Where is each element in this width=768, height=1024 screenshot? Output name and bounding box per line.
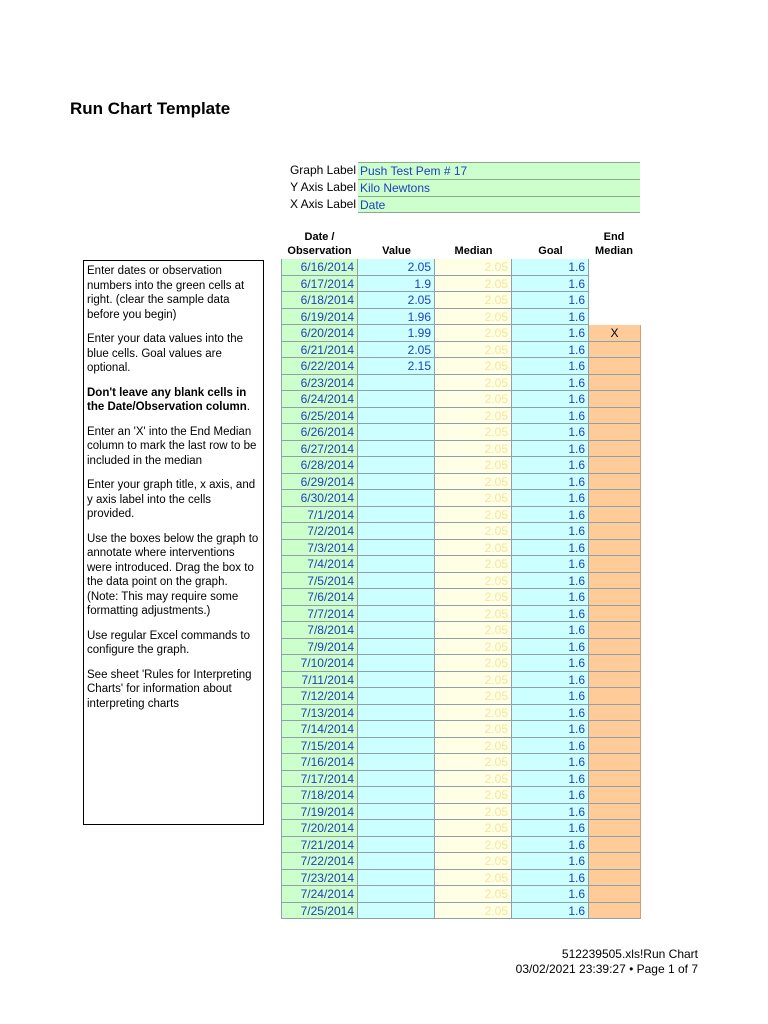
median-cell[interactable]: 2.05: [435, 688, 512, 705]
goal-cell[interactable]: 1.6: [512, 507, 589, 524]
end-median-cell[interactable]: X: [589, 325, 641, 342]
date-cell[interactable]: 7/7/2014: [281, 606, 358, 623]
median-cell[interactable]: 2.05: [435, 886, 512, 903]
table-row: [281, 886, 641, 903]
table-row: [281, 705, 641, 722]
end-median-cell[interactable]: [589, 771, 641, 788]
median-cell[interactable]: 2.05: [435, 639, 512, 656]
table-row: [281, 672, 641, 689]
median-cell[interactable]: 2.05: [435, 259, 512, 276]
value-cell[interactable]: [358, 457, 435, 474]
graph-label-cell[interactable]: Push Test Pem # 17: [358, 162, 640, 179]
end-median-cell[interactable]: [589, 787, 641, 804]
end-median-cell[interactable]: [589, 688, 641, 705]
value-cell[interactable]: 2.05: [358, 292, 435, 309]
table-row: [281, 408, 641, 425]
y-axis-label-row: [282, 179, 640, 196]
median-cell[interactable]: 2.05: [435, 424, 512, 441]
median-cell[interactable]: 2.05: [435, 523, 512, 540]
end-median-cell[interactable]: [589, 342, 641, 359]
median-cell[interactable]: 2.05: [435, 870, 512, 887]
goal-cell[interactable]: 1.6: [512, 259, 589, 276]
table-row: [281, 688, 641, 705]
end-median-cell[interactable]: [589, 705, 641, 722]
value-cell[interactable]: [358, 672, 435, 689]
value-cell[interactable]: [358, 804, 435, 821]
instruction-6: Use the boxes below the graph to annotate where interventions were introduced. Drag the box to the data point on the graph. (Note: This may require some formatting adjustments.): [87, 532, 259, 617]
instructions-box: [83, 260, 264, 825]
value-cell[interactable]: [358, 655, 435, 672]
value-cell[interactable]: [358, 886, 435, 903]
table-row: [281, 540, 641, 557]
date-cell[interactable]: 7/13/2014: [281, 705, 358, 722]
date-cell[interactable]: 7/22/2014: [281, 853, 358, 870]
date-cell[interactable]: 7/6/2014: [281, 589, 358, 606]
goal-cell[interactable]: 1.6: [512, 474, 589, 491]
table-row: [281, 523, 641, 540]
goal-cell[interactable]: 1.6: [512, 738, 589, 755]
value-cell[interactable]: [358, 523, 435, 540]
footer-file: 512239505.xls!Run Chart: [561, 947, 698, 961]
value-cell[interactable]: [358, 589, 435, 606]
median-cell[interactable]: 2.05: [435, 358, 512, 375]
value-cell[interactable]: [358, 754, 435, 771]
date-cell[interactable]: 7/24/2014: [281, 886, 358, 903]
goal-cell[interactable]: 1.6: [512, 523, 589, 540]
value-cell[interactable]: [358, 573, 435, 590]
end-median-cell[interactable]: [589, 424, 641, 441]
x-axis-label-cell[interactable]: Date: [358, 196, 640, 213]
value-cell[interactable]: [358, 408, 435, 425]
date-cell[interactable]: 7/20/2014: [281, 820, 358, 837]
median-cell[interactable]: 2.05: [435, 342, 512, 359]
date-cell[interactable]: 6/20/2014: [281, 325, 358, 342]
page-title: Run Chart Template: [70, 99, 231, 118]
end-median-cell[interactable]: [589, 523, 641, 540]
median-cell[interactable]: 2.05: [435, 325, 512, 342]
date-cell[interactable]: 6/18/2014: [281, 292, 358, 309]
goal-cell[interactable]: 1.6: [512, 853, 589, 870]
value-cell[interactable]: 2.05: [358, 259, 435, 276]
x-axis-label-name: X Axis Label: [289, 197, 356, 211]
end-median-cell[interactable]: [589, 837, 641, 854]
table-row: [281, 754, 641, 771]
table-row: [281, 375, 641, 392]
date-cell[interactable]: 6/28/2014: [281, 457, 358, 474]
date-cell[interactable]: 7/8/2014: [281, 622, 358, 639]
end-median-cell[interactable]: [589, 573, 641, 590]
table-row: [281, 837, 641, 854]
instruction-8: See sheet 'Rules for Interpreting Charts' for information about interpreting charts: [87, 668, 252, 710]
median-cell[interactable]: 2.05: [435, 540, 512, 557]
goal-cell[interactable]: 1.6: [512, 771, 589, 788]
median-cell[interactable]: 2.05: [435, 721, 512, 738]
goal-cell[interactable]: 1.6: [512, 573, 589, 590]
table-row: [281, 325, 641, 342]
goal-cell[interactable]: 1.6: [512, 820, 589, 837]
table-row: [281, 721, 641, 738]
x-axis-label-row: [282, 196, 640, 213]
table-row: [281, 276, 641, 293]
median-cell[interactable]: 2.05: [435, 771, 512, 788]
end-median-cell[interactable]: [589, 441, 641, 458]
goal-cell[interactable]: 1.6: [512, 457, 589, 474]
value-cell[interactable]: [358, 639, 435, 656]
median-cell[interactable]: 2.05: [435, 573, 512, 590]
end-median-cell[interactable]: [589, 391, 641, 408]
median-cell[interactable]: 2.05: [435, 457, 512, 474]
table-row: [281, 556, 641, 573]
date-cell[interactable]: 6/30/2014: [281, 490, 358, 507]
value-cell[interactable]: [358, 820, 435, 837]
page-footer: [516, 947, 698, 977]
end-median-cell[interactable]: [589, 672, 641, 689]
end-median-cell[interactable]: [589, 804, 641, 821]
value-cell[interactable]: [358, 490, 435, 507]
value-cell[interactable]: 2.15: [358, 358, 435, 375]
median-cell[interactable]: 2.05: [435, 672, 512, 689]
end-median-cell[interactable]: [589, 358, 641, 375]
median-cell[interactable]: 2.05: [435, 391, 512, 408]
goal-cell[interactable]: 1.6: [512, 705, 589, 722]
value-cell[interactable]: [358, 837, 435, 854]
median-cell[interactable]: 2.05: [435, 738, 512, 755]
median-cell[interactable]: 2.05: [435, 474, 512, 491]
date-cell[interactable]: 6/19/2014: [281, 309, 358, 326]
table-row: [281, 490, 641, 507]
end-median-cell[interactable]: [589, 655, 641, 672]
table-row: [281, 507, 641, 524]
date-cell[interactable]: 7/25/2014: [281, 903, 358, 920]
y-axis-label-name: Y Axis Label: [290, 180, 356, 194]
median-cell[interactable]: 2.05: [435, 292, 512, 309]
median-cell[interactable]: 2.05: [435, 276, 512, 293]
goal-cell[interactable]: 1.6: [512, 325, 589, 342]
median-cell[interactable]: 2.05: [435, 754, 512, 771]
goal-cell[interactable]: 1.6: [512, 787, 589, 804]
y-axis-label-cell[interactable]: Kilo Newtons: [358, 179, 640, 196]
goal-cell[interactable]: 1.6: [512, 358, 589, 375]
goal-cell[interactable]: 1.6: [512, 606, 589, 623]
goal-cell[interactable]: 1.6: [512, 556, 589, 573]
date-cell[interactable]: 7/1/2014: [281, 507, 358, 524]
value-cell[interactable]: [358, 688, 435, 705]
value-cell[interactable]: [358, 507, 435, 524]
table-row: [281, 309, 641, 326]
date-cell[interactable]: 7/21/2014: [281, 837, 358, 854]
goal-cell[interactable]: 1.6: [512, 490, 589, 507]
table-row: [281, 870, 641, 887]
value-cell[interactable]: [358, 771, 435, 788]
date-cell[interactable]: 6/17/2014: [281, 276, 358, 293]
instruction-7: Use regular Excel commands to configure the graph.: [87, 629, 250, 656]
value-cell[interactable]: 1.99: [358, 325, 435, 342]
value-cell[interactable]: [358, 540, 435, 557]
instruction-1: Enter dates or observation numbers into the green cells at right. (clear the sample data before you begin): [87, 265, 245, 321]
goal-cell[interactable]: 1.6: [512, 903, 589, 920]
end-median-cell[interactable]: [589, 474, 641, 491]
date-cell[interactable]: 6/26/2014: [281, 424, 358, 441]
value-cell[interactable]: [358, 441, 435, 458]
goal-cell[interactable]: 1.6: [512, 754, 589, 771]
goal-cell[interactable]: 1.6: [512, 276, 589, 293]
header-end-line1: End: [603, 231, 625, 243]
value-cell[interactable]: 2.05: [358, 342, 435, 359]
table-row: [281, 853, 641, 870]
value-cell[interactable]: [358, 738, 435, 755]
header-goal: Goal: [538, 245, 563, 257]
date-cell[interactable]: 7/19/2014: [281, 804, 358, 821]
value-cell[interactable]: [358, 474, 435, 491]
median-cell[interactable]: 2.05: [435, 622, 512, 639]
end-median-cell[interactable]: [589, 738, 641, 755]
value-cell[interactable]: [358, 375, 435, 392]
median-cell[interactable]: 2.05: [435, 375, 512, 392]
table-row: [281, 342, 641, 359]
table-row: [281, 771, 641, 788]
table-row: [281, 259, 641, 276]
goal-cell[interactable]: 1.6: [512, 375, 589, 392]
end-median-cell[interactable]: [589, 490, 641, 507]
end-median-cell[interactable]: [589, 903, 641, 920]
date-cell[interactable]: 6/27/2014: [281, 441, 358, 458]
header-end-line2: Median: [595, 245, 633, 257]
median-cell[interactable]: 2.05: [435, 589, 512, 606]
date-cell[interactable]: 7/4/2014: [281, 556, 358, 573]
chart-labels-block: [282, 162, 640, 213]
goal-cell[interactable]: 1.6: [512, 688, 589, 705]
value-cell[interactable]: [358, 556, 435, 573]
goal-cell[interactable]: 1.6: [512, 540, 589, 557]
end-median-cell[interactable]: [589, 820, 641, 837]
instruction-3: [87, 386, 260, 415]
median-cell[interactable]: 2.05: [435, 705, 512, 722]
table-row: [281, 820, 641, 837]
instruction-4: Enter an 'X' into the End Median column to mark the last row to be included in the median: [87, 425, 257, 467]
goal-cell[interactable]: 1.6: [512, 589, 589, 606]
end-median-cell[interactable]: [589, 259, 641, 276]
table-row: [281, 573, 641, 590]
value-cell[interactable]: [358, 870, 435, 887]
date-cell[interactable]: 6/16/2014: [281, 259, 358, 276]
value-cell[interactable]: [358, 721, 435, 738]
instruction-2: Enter your data values into the blue cells. Goal values are optional.: [87, 333, 243, 374]
table-row: [281, 457, 641, 474]
table-row: [281, 903, 641, 920]
goal-cell[interactable]: 1.6: [512, 342, 589, 359]
end-median-cell[interactable]: [589, 540, 641, 557]
date-cell[interactable]: 6/24/2014: [281, 391, 358, 408]
value-cell[interactable]: [358, 903, 435, 920]
date-cell[interactable]: 6/21/2014: [281, 342, 358, 359]
end-median-cell[interactable]: [589, 276, 641, 293]
table-row: [281, 804, 641, 821]
header-value: Value: [382, 245, 411, 257]
median-cell[interactable]: 2.05: [435, 787, 512, 804]
value-cell[interactable]: [358, 606, 435, 623]
end-median-cell[interactable]: [589, 589, 641, 606]
date-cell[interactable]: 7/18/2014: [281, 787, 358, 804]
end-median-cell[interactable]: [589, 457, 641, 474]
instruction-3-tail: .: [246, 401, 250, 413]
date-cell[interactable]: 6/25/2014: [281, 408, 358, 425]
goal-cell[interactable]: 1.6: [512, 886, 589, 903]
median-cell[interactable]: 2.05: [435, 507, 512, 524]
date-cell[interactable]: 6/23/2014: [281, 375, 358, 392]
end-median-cell[interactable]: [589, 622, 641, 639]
table-row: [281, 441, 641, 458]
end-median-cell[interactable]: [589, 556, 641, 573]
table-row: [281, 589, 641, 606]
end-median-cell[interactable]: [589, 375, 641, 392]
header-end-median: [589, 230, 639, 258]
graph-label-row: [282, 162, 640, 179]
median-cell[interactable]: 2.05: [435, 606, 512, 623]
value-cell[interactable]: [358, 787, 435, 804]
footer-date-page: 03/02/2021 23:39:27 • Page 1 of 7: [515, 962, 698, 976]
goal-cell[interactable]: 1.6: [512, 870, 589, 887]
value-cell[interactable]: [358, 622, 435, 639]
graph-label-name: Graph Label: [289, 163, 356, 177]
median-cell[interactable]: 2.05: [435, 820, 512, 837]
goal-cell[interactable]: 1.6: [512, 837, 589, 854]
table-row: [281, 292, 641, 309]
date-cell[interactable]: 6/29/2014: [281, 474, 358, 491]
median-cell[interactable]: 2.05: [435, 853, 512, 870]
date-cell[interactable]: 7/9/2014: [281, 639, 358, 656]
median-cell[interactable]: 2.05: [435, 441, 512, 458]
median-cell[interactable]: 2.05: [435, 903, 512, 920]
table-row: [281, 391, 641, 408]
end-median-cell[interactable]: [589, 309, 641, 326]
header-date-line1: Date /: [304, 231, 335, 243]
median-cell[interactable]: 2.05: [435, 804, 512, 821]
date-cell[interactable]: 7/16/2014: [281, 754, 358, 771]
goal-cell[interactable]: 1.6: [512, 408, 589, 425]
end-median-cell[interactable]: [589, 606, 641, 623]
goal-cell[interactable]: 1.6: [512, 391, 589, 408]
date-cell[interactable]: 7/12/2014: [281, 688, 358, 705]
goal-cell[interactable]: 1.6: [512, 622, 589, 639]
header-median: Median: [454, 245, 493, 257]
end-median-cell[interactable]: [589, 886, 641, 903]
data-grid: [281, 259, 641, 919]
goal-cell[interactable]: 1.6: [512, 424, 589, 441]
median-cell[interactable]: 2.05: [435, 408, 512, 425]
end-median-cell[interactable]: [589, 408, 641, 425]
median-cell[interactable]: 2.05: [435, 309, 512, 326]
median-cell[interactable]: 2.05: [435, 490, 512, 507]
value-cell[interactable]: [358, 424, 435, 441]
goal-cell[interactable]: 1.6: [512, 292, 589, 309]
end-median-cell[interactable]: [589, 853, 641, 870]
table-row: [281, 424, 641, 441]
table-row: [281, 787, 641, 804]
table-row: [281, 474, 641, 491]
goal-cell[interactable]: 1.6: [512, 441, 589, 458]
value-cell[interactable]: 1.9: [358, 276, 435, 293]
table-row: [281, 606, 641, 623]
date-cell[interactable]: 6/22/2014: [281, 358, 358, 375]
value-cell[interactable]: 1.96: [358, 309, 435, 326]
end-median-cell[interactable]: [589, 754, 641, 771]
table-row: [281, 639, 641, 656]
value-cell[interactable]: [358, 853, 435, 870]
header-date: [281, 230, 358, 258]
date-cell[interactable]: 7/3/2014: [281, 540, 358, 557]
date-cell[interactable]: 7/14/2014: [281, 721, 358, 738]
date-cell[interactable]: 7/10/2014: [281, 655, 358, 672]
date-cell[interactable]: 7/23/2014: [281, 870, 358, 887]
goal-cell[interactable]: 1.6: [512, 639, 589, 656]
end-median-cell[interactable]: [589, 721, 641, 738]
date-cell[interactable]: 7/11/2014: [281, 672, 358, 689]
header-date-line2: Observation: [287, 245, 352, 257]
table-row: [281, 655, 641, 672]
end-median-cell[interactable]: [589, 639, 641, 656]
value-cell[interactable]: [358, 705, 435, 722]
value-cell[interactable]: [358, 391, 435, 408]
median-cell[interactable]: 2.05: [435, 837, 512, 854]
median-cell[interactable]: 2.05: [435, 655, 512, 672]
goal-cell[interactable]: 1.6: [512, 804, 589, 821]
instruction-5: Enter your graph title, x axis, and y axis label into the cells provided.: [87, 479, 256, 520]
goal-cell[interactable]: 1.6: [512, 655, 589, 672]
instruction-3-bold: Don't leave any blank cells in the Date/Observation column: [87, 386, 247, 413]
table-row: [281, 622, 641, 639]
date-cell[interactable]: 7/15/2014: [281, 738, 358, 755]
date-cell[interactable]: 7/5/2014: [281, 573, 358, 590]
goal-cell[interactable]: 1.6: [512, 309, 589, 326]
date-cell[interactable]: 7/2/2014: [281, 523, 358, 540]
median-cell[interactable]: 2.05: [435, 556, 512, 573]
table-row: [281, 738, 641, 755]
goal-cell[interactable]: 1.6: [512, 672, 589, 689]
table-row: [281, 358, 641, 375]
end-median-cell[interactable]: [589, 870, 641, 887]
end-median-cell[interactable]: [589, 292, 641, 309]
end-median-cell[interactable]: [589, 507, 641, 524]
goal-cell[interactable]: 1.6: [512, 721, 589, 738]
date-cell[interactable]: 7/17/2014: [281, 771, 358, 788]
